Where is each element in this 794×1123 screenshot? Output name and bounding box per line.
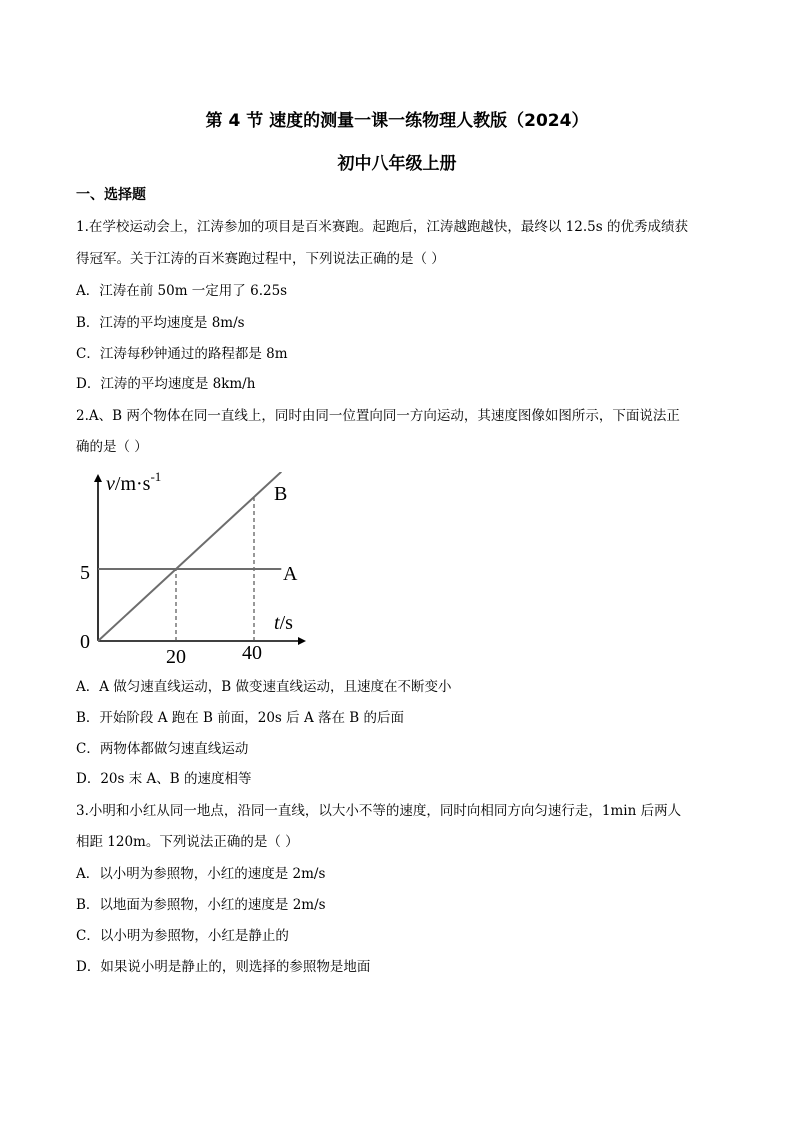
- question-1-stem: 1.在学校运动会上，江涛参加的项目是百米赛跑。起跑后，江涛越跑越快，最终以 12.5s 的优秀成绩获: [76, 219, 688, 235]
- question-2-option-a: A．A 做匀速直线运动，B 做变速直线运动，且速度在不断变小: [76, 679, 452, 695]
- question-3-option-a: A．以小明为参照物，小红的速度是 2m/s: [76, 866, 326, 882]
- question-1-option-d: D．江涛的平均速度是 8km/h: [76, 376, 256, 392]
- question-2-option-b: B．开始阶段 A 跑在 B 前面，20s 后 A 落在 B 的后面: [76, 710, 404, 726]
- series-b-label: B: [274, 483, 288, 505]
- series-a-label: A: [283, 563, 298, 585]
- y-axis-label-unit: /m·s: [114, 473, 151, 495]
- question-1-option-c: C．江涛每秒钟通过的路程都是 8m: [76, 346, 288, 362]
- document-title: 第 4 节 速度的测量一课一练物理人教版（2024）: [205, 111, 589, 131]
- question-2-option-c: C．两物体都做匀速直线运动: [76, 741, 249, 757]
- question-2-stem-cont: 确的是（ ）: [76, 439, 148, 455]
- x-axis-label-variable: t: [274, 612, 280, 634]
- question-1-stem-cont: 得冠军。关于江涛的百米赛跑过程中，下列说法正确的是（ ）: [76, 251, 445, 267]
- y-axis-label: [106, 472, 161, 495]
- y-tick-5: 5: [80, 562, 90, 584]
- section-heading: 一、选择题: [76, 187, 146, 203]
- question-3-option-d: D．如果说小明是静止的，则选择的参照物是地面: [76, 959, 371, 975]
- x-axis-label: [274, 612, 293, 634]
- velocity-time-graph: [76, 472, 316, 668]
- question-3-option-c: C．以小明为参照物，小红是静止的: [76, 928, 289, 944]
- question-3-option-b: B．以地面为参照物，小红的速度是 2m/s: [76, 897, 326, 913]
- origin-label: 0: [80, 631, 90, 653]
- question-2-option-d: D．20s 末 A、B 的速度相等: [76, 771, 252, 787]
- x-tick-40: 40: [242, 642, 262, 664]
- document-subtitle: 初中八年级上册: [337, 154, 457, 174]
- question-3-stem: 3.小明和小红从同一地点，沿同一直线，以大小不等的速度，同时向相同方向匀速行走，1min 后两人: [76, 803, 682, 819]
- question-3-stem-cont: 相距 120m。下列说法正确的是（ ）: [76, 834, 299, 850]
- question-2-stem: 2.A、B 两个物体在同一直线上，同时由同一位置向同一方向运动，其速度图像如图所示，下面说法正: [76, 408, 680, 424]
- question-1-option-a: A．江涛在前 50m 一定用了 6.25s: [76, 283, 288, 299]
- y-axis-label-variable: v: [106, 473, 115, 495]
- y-axis-label-exponent: -1: [150, 472, 162, 484]
- x-tick-20: 20: [166, 646, 186, 668]
- question-1-option-b: B．江涛的平均速度是 8m/s: [76, 315, 245, 331]
- x-axis-label-unit: /s: [279, 612, 293, 634]
